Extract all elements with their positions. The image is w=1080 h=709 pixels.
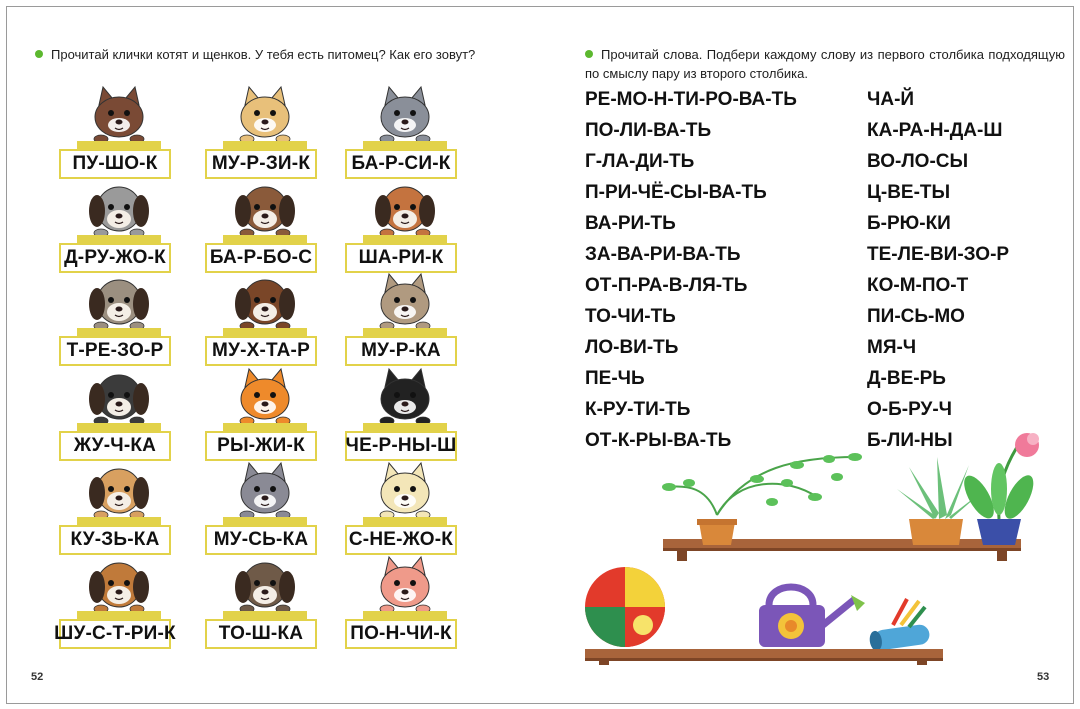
- pet-shelf: [77, 517, 161, 525]
- syllable-word: П-РИ-ЧЁ-СЫ-ВА-ТЬ: [585, 182, 767, 203]
- pet-name-plate: ЧЕ-Р-НЫ-Ш: [345, 431, 457, 461]
- pet-shelf: [363, 517, 447, 525]
- syllable-word: К-РУ-ТИ-ТЬ: [585, 399, 691, 420]
- pet-shelf: [363, 328, 447, 336]
- pet-name-plate: ЖУ-Ч-КА: [59, 431, 171, 461]
- pet-shelf: [223, 328, 307, 336]
- kitten-illustration: [223, 461, 307, 519]
- pet-card: [205, 555, 325, 665]
- syllable-word: ТЕ-ЛЕ-ВИ-ЗО-Р: [867, 244, 1010, 265]
- pet-shelf: [223, 141, 307, 149]
- syllable-word: КА-РА-Н-ДА-Ш: [867, 120, 1003, 141]
- pet-shelf: [363, 235, 447, 243]
- pet-name-plate: БА-Р-БО-С: [205, 243, 317, 273]
- pet-card: [59, 272, 179, 382]
- puppy-illustration: [223, 555, 307, 613]
- syllable-word: Б-ЛИ-НЫ: [867, 430, 953, 451]
- bullet-icon: [35, 50, 43, 58]
- pet-shelf: [77, 328, 161, 336]
- page-number-left: 52: [31, 671, 44, 683]
- syllable-word: ПИ-СЬ-МО: [867, 306, 965, 327]
- left-instruction: Прочитай клички котят и щенков. У тебя есть питомец? Как его зовут?: [35, 45, 497, 64]
- syllable-word: КО-М-ПО-Т: [867, 275, 969, 296]
- kitten-illustration: [223, 367, 307, 425]
- puppy-illustration: [77, 461, 161, 519]
- pet-name-plate: КУ-ЗЬ-КА: [59, 525, 171, 555]
- syllable-word: Г-ЛА-ДИ-ТЬ: [585, 151, 695, 172]
- book-spread: [6, 6, 1074, 704]
- puppy-illustration: [223, 272, 307, 330]
- pet-name-plate: БА-Р-СИ-К: [345, 149, 457, 179]
- syllable-word: О-Б-РУ-Ч: [867, 399, 953, 420]
- pet-card: [54, 555, 179, 665]
- syllable-word: ЧА-Й: [867, 89, 915, 110]
- bullet-icon: [585, 50, 593, 58]
- puppy-illustration: [77, 555, 161, 613]
- puppy-illustration: [363, 179, 447, 237]
- pet-shelf: [77, 423, 161, 431]
- pet-name-plate: С-НЕ-ЖО-К: [345, 525, 457, 555]
- pet-shelf: [77, 141, 161, 149]
- syllable-word: РЕ-МО-Н-ТИ-РО-ВА-ТЬ: [585, 89, 797, 110]
- pet-card: [345, 272, 465, 382]
- pet-name-plate: ТО-Ш-КА: [205, 619, 317, 649]
- toy-shelf-illustration: [573, 555, 953, 665]
- pet-name-plate: ШУ-С-Т-РИ-К: [59, 619, 171, 649]
- pet-shelf: [363, 423, 447, 431]
- pet-name-plate: МУ-СЬ-КА: [205, 525, 317, 555]
- pet-card: [345, 555, 465, 665]
- kitten-illustration: [223, 85, 307, 143]
- pet-name-plate: РЫ-ЖИ-К: [205, 431, 317, 461]
- syllable-word: ОТ-К-РЫ-ВА-ТЬ: [585, 430, 732, 451]
- pet-name-plate: МУ-Х-ТА-Р: [205, 336, 317, 366]
- syllable-word: ПЕ-ЧЬ: [585, 368, 645, 389]
- syllable-word: ЛО-ВИ-ТЬ: [585, 337, 679, 358]
- syllable-word: МЯ-Ч: [867, 337, 917, 358]
- syllable-word: Ц-ВЕ-ТЫ: [867, 182, 951, 203]
- pet-name-plate: МУ-Р-ЗИ-К: [205, 149, 317, 179]
- kitten-illustration: [363, 461, 447, 519]
- pet-shelf: [223, 517, 307, 525]
- syllable-word: ВА-РИ-ТЬ: [585, 213, 676, 234]
- syllable-word: ЗА-ВА-РИ-ВА-ТЬ: [585, 244, 741, 265]
- syllable-word: ВО-ЛО-СЫ: [867, 151, 969, 172]
- syllable-word: ТО-ЧИ-ТЬ: [585, 306, 676, 327]
- syllable-word: ПО-ЛИ-ВА-ТЬ: [585, 120, 712, 141]
- pet-card: [205, 272, 325, 382]
- syllable-word: Д-ВЕ-РЬ: [867, 368, 946, 389]
- pet-shelf: [363, 141, 447, 149]
- kitten-illustration: [77, 85, 161, 143]
- pet-shelf: [363, 611, 447, 619]
- page-number-right: 53: [1037, 671, 1050, 683]
- syllable-word: ОТ-П-РА-В-ЛЯ-ТЬ: [585, 275, 748, 296]
- pet-name-plate: ПО-Н-ЧИ-К: [345, 619, 457, 649]
- pet-name-plate: ПУ-ШО-К: [59, 149, 171, 179]
- kitten-illustration: [363, 555, 447, 613]
- pet-name-plate: МУ-Р-КА: [345, 336, 457, 366]
- puppy-illustration: [77, 272, 161, 330]
- pet-name-plate: ША-РИ-К: [345, 243, 457, 273]
- pet-shelf: [223, 423, 307, 431]
- kitten-illustration: [363, 85, 447, 143]
- syllable-word: Б-РЮ-КИ: [867, 213, 951, 234]
- kitten-illustration: [363, 272, 447, 330]
- puppy-illustration: [77, 179, 161, 237]
- right-instruction: Прочитай слова. Подбери каждому слову из первого столбика подходящую по смыслу пару из второго столбика.: [585, 47, 1065, 81]
- puppy-illustration: [77, 367, 161, 425]
- puppy-illustration: [223, 179, 307, 237]
- pet-shelf: [77, 235, 161, 243]
- kitten-illustration: [363, 367, 447, 425]
- pet-name-plate: Д-РУ-ЖО-К: [59, 243, 171, 273]
- pet-name-plate: Т-РЕ-ЗО-Р: [59, 336, 171, 366]
- pet-shelf: [223, 235, 307, 243]
- pet-shelf: [223, 611, 307, 619]
- pet-shelf: [77, 611, 161, 619]
- plant-shelf-illustration: [647, 427, 1067, 567]
